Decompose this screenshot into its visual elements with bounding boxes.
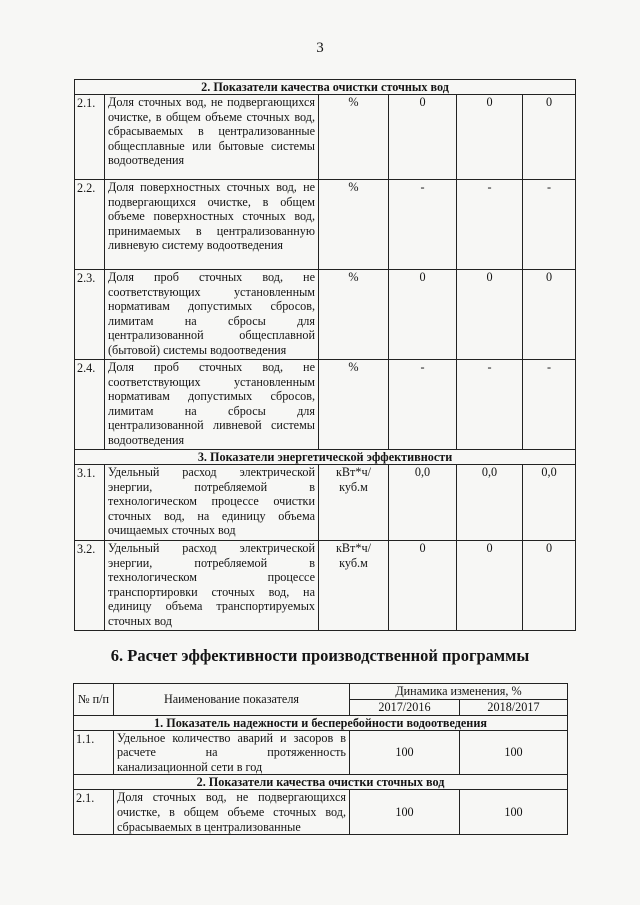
column-header-year: 2018/2017: [460, 700, 568, 716]
value: -: [389, 180, 457, 270]
table-row: [74, 730, 568, 775]
indicators-table: [74, 79, 576, 631]
row-number: 2.1.: [75, 95, 105, 180]
row-number: 3.2.: [75, 541, 105, 631]
column-header-dynamics: Динамика изменения, %: [350, 684, 568, 700]
value: 100: [460, 790, 568, 835]
value: 0: [523, 270, 576, 360]
table-row: [75, 465, 576, 541]
row-number: 2.4.: [75, 360, 105, 450]
indicator-name: Доля сточных вод, не подвергающихся очистке, в общем объеме сточных вод, сбрасываемых в централизованные: [114, 790, 350, 835]
value: 0: [457, 95, 523, 180]
column-header-number: № п/п: [74, 684, 114, 716]
value: 100: [350, 730, 460, 775]
value: 0,0: [457, 465, 523, 541]
row-number: 2.3.: [75, 270, 105, 360]
value: 0: [389, 95, 457, 180]
value: 0: [389, 270, 457, 360]
section-title: 2. Показатели качества очистки сточных вод: [74, 775, 568, 790]
row-number: 2.1.: [74, 790, 114, 835]
row-number: 3.1.: [75, 465, 105, 541]
value: -: [523, 180, 576, 270]
indicator-name: Доля проб сточных вод, не соответствующих установленным нормативам допустимых сбросов, лимитам на сбросы для централизованной общесплавной (бытовой) системы водоотведения: [105, 270, 319, 360]
table-row: [75, 360, 576, 450]
unit: %: [319, 95, 389, 180]
unit: кВт*ч/куб.м: [319, 465, 389, 541]
unit: %: [319, 360, 389, 450]
value: 0: [457, 270, 523, 360]
page-number: 3: [316, 40, 324, 56]
table-row: [75, 541, 576, 631]
table-row: [74, 790, 568, 835]
section-title: 2. Показатели качества очистки сточных вод: [75, 80, 576, 95]
table-row: [75, 180, 576, 270]
column-header-year: 2017/2016: [350, 700, 460, 716]
indicator-name: Доля поверхностных сточных вод, не подвергающихся очистке, в общем объеме поверхностных сточных вод, принимаемых в централизованную ливневую систему водоотведения: [105, 180, 319, 270]
efficiency-table: [73, 683, 568, 835]
value: -: [523, 360, 576, 450]
value: 0: [523, 541, 576, 631]
unit: %: [319, 270, 389, 360]
row-number: 1.1.: [74, 730, 114, 775]
unit: кВт*ч/куб.м: [319, 541, 389, 631]
section-title: 3. Показатели энергетической эффективности: [75, 450, 576, 465]
value: 100: [460, 730, 568, 775]
value: 0,0: [523, 465, 576, 541]
indicator-name: Удельный расход электрической энергии, потребляемой в технологическом процессе очистки сточных вод, на единицу объема очищаемых сточных вод: [105, 465, 319, 541]
table-row: [75, 270, 576, 360]
unit: %: [319, 180, 389, 270]
indicator-name: Доля сточных вод, не подвергающихся очистке, в общем объеме сточных вод, сбрасываемых в централизованные общесплавные или бытовые системы водоотведения: [105, 95, 319, 180]
value: 0,0: [389, 465, 457, 541]
value: 0: [389, 541, 457, 631]
table-row: [75, 95, 576, 180]
indicator-name: Удельное количество аварий и засоров в расчете на протяженность канализационной сети в год: [114, 730, 350, 775]
section-heading: 6. Расчет эффективности производственной программы: [110, 646, 530, 665]
indicator-name: Доля проб сточных вод, не соответствующих установленным нормативам допустимых сбросов, лимитам на сбросы для централизованной ливневой системы водоотведения: [105, 360, 319, 450]
column-header-name: Наименование показателя: [114, 684, 350, 716]
section-title: 1. Показатель надежности и бесперебойности водоотведения: [74, 715, 568, 730]
value: -: [389, 360, 457, 450]
value: 100: [350, 790, 460, 835]
value: 0: [523, 95, 576, 180]
indicator-name: Удельный расход электрической энергии, потребляемой в технологическом процессе транспортировки сточных вод, на единицу объема транспортируемых сточных вод: [105, 541, 319, 631]
value: -: [457, 180, 523, 270]
value: -: [457, 360, 523, 450]
row-number: 2.2.: [75, 180, 105, 270]
value: 0: [457, 541, 523, 631]
